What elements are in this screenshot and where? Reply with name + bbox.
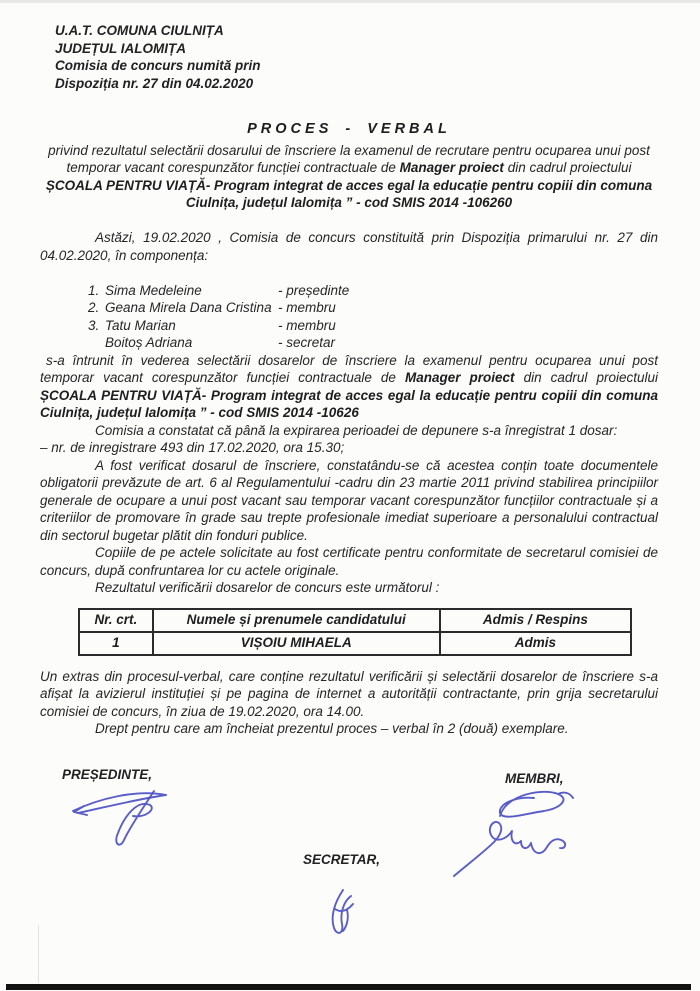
cell-nr: 1: [79, 632, 153, 655]
paragraph-copies: Copiile de pe actele solicitate au fost certificate pentru conformitate de secretarul comisiei de concurs, după confruntarea lor cu actele originale.: [40, 545, 658, 578]
member-role: - membru: [278, 300, 336, 315]
scan-artifact-vertical-line: [38, 925, 39, 983]
member-role: - membru: [278, 317, 336, 333]
column-header-candidate-name: Numele și prenumele candidatului: [153, 609, 440, 632]
paragraph-constatat: Comisia a constatat că până la expirarea perioadei de depunere s-a înregistrat 1 dosar:: [95, 422, 618, 438]
subtitle-line-1: privind rezultatul selectării dosarului de înscriere la examenul de recrutare pentru ocuparea unui post: [48, 142, 650, 158]
members-signature-label: MEMBRI,: [505, 771, 564, 786]
paragraph-result-intro: Rezultatul verificării dosarelor de concurs este următorul :: [95, 580, 440, 595]
paragraph-meeting: [40, 352, 658, 422]
member-role: - președinte: [278, 282, 350, 298]
meeting-text-pre: s-a întrunit în vederea selectării dosarelor de înscriere la examenul pentru ocuparea unui post temporar vacant corespunzător funcției contractuale de: [40, 352, 658, 385]
column-header-admis-respins: Admis / Respins: [440, 609, 631, 632]
subtitle-project-role: Manager proiect: [399, 160, 504, 175]
paragraph-today: Astăzi, 19.02.2020 , Comisia de concurs constituită prin Dispoziția primarului nr. 27 din 04.02.2020, în componența:: [40, 230, 658, 263]
issuer-line-uat: U.A.T. COMUNA CIULNIȚA: [55, 23, 224, 38]
column-header-nr-crt: Nr. crt.: [79, 609, 153, 632]
document-title: PROCES - VERBAL: [247, 121, 451, 137]
member-number: 3.: [88, 317, 100, 333]
meeting-project-role: Manager proiect: [404, 370, 515, 385]
secretary-signature-ink: [320, 886, 364, 940]
issuer-line-comisia: Comisia de concurs numită prin: [55, 58, 261, 73]
member-name: Boitoș Adriana: [105, 335, 193, 350]
issuer-line-judet: JUDEȚUL IALOMIȚA: [55, 40, 186, 56]
member-row: [88, 299, 658, 317]
paragraph-closing: Drept pentru care am încheiat prezentul proces – verbal în 2 (două) exemplare.: [95, 721, 569, 736]
member-row: [88, 334, 658, 352]
subtitle-line-2: [40, 159, 658, 177]
subtitle-line2-pre: temporar vacant corespunzător funcției contractuale de: [66, 160, 400, 175]
member-role: - secretar: [278, 335, 336, 350]
member-row: [88, 317, 658, 335]
issuer-line-dispozitia: Dispoziția nr. 27 din 04.02.2020: [55, 75, 254, 91]
member-number: 1.: [88, 282, 100, 298]
members-signature-ink: [448, 786, 580, 888]
issuer-header: [55, 22, 658, 92]
subtitle-project-code: Ciulnița, județul Ialomița ” - cod SMIS 2014 -106260: [185, 195, 513, 210]
cell-result: Admis: [440, 632, 631, 655]
commission-members-list: [88, 282, 658, 352]
paragraph-registration-number: – nr. de inregistrare 493 din 17.02.2020, ora 15.30;: [40, 440, 345, 455]
president-signature-label: PREȘEDINTE,: [62, 767, 153, 782]
meeting-text-mid: din cadrul proiectului: [514, 370, 659, 385]
results-table-header-row: [79, 609, 631, 632]
results-table: [78, 608, 632, 656]
meeting-project-name: ȘCOALA PENTRU VIAȚĂ- Program integrat de acces egal la educație pentru copiii din comuna Ciulnița, județul Ialomița ” - cod SMIS 2014 -10626: [40, 387, 658, 420]
president-signature-ink: [70, 784, 182, 846]
subtitle-line2-post: din cadrul proiectului: [503, 160, 632, 175]
secretary-signature-label: SECRETAR,: [303, 852, 381, 867]
member-name: Sima Medeleine: [105, 282, 202, 298]
scan-artifact-top-edge: [0, 0, 700, 3]
member-name: Tatu Marian: [105, 317, 176, 333]
subtitle-project-name: ȘCOALA PENTRU VIAȚĂ- Program integrat de acces egal la educație pentru copiii din comuna: [45, 177, 653, 193]
member-number: [88, 334, 105, 352]
paragraph-extract: Un extras din procesul-verbal, care conține rezultatul verificării și selectării dosarelor de înscriere s-a afișat la avizierul instituției și pe pagina de internet a autorității contractante, prin grija secretarului comisiei de concurs, în ziua de 19.02.2020, ora 14.00.: [40, 668, 658, 719]
results-table-row: [79, 632, 631, 655]
paragraph-verification: A fost verificat dosarul de înscriere, constatându-se că acestea conțin toate documentele obligatorii prevăzute de art. 6 al Regulamentului -cadru din 23 martie 2011 privind stabilirea principiilor generale de ocupare a unui post vacant sau temporar vacant corespunzător funcțiilor contractuale și a criteriilor de promovare în grade sau trepte profesionale imediat superioare a personalului contractual din sectorul bugetar plătit din fonduri publice.: [40, 457, 658, 543]
member-number: 2.: [88, 300, 100, 315]
document-subtitle: [40, 142, 658, 212]
member-name: Geana Mirela Dana Cristina: [105, 300, 272, 315]
member-row: [88, 282, 658, 300]
cell-candidate-name: VIȘOIU MIHAELA: [153, 632, 440, 655]
scan-artifact-bottom-edge: [6, 984, 691, 990]
